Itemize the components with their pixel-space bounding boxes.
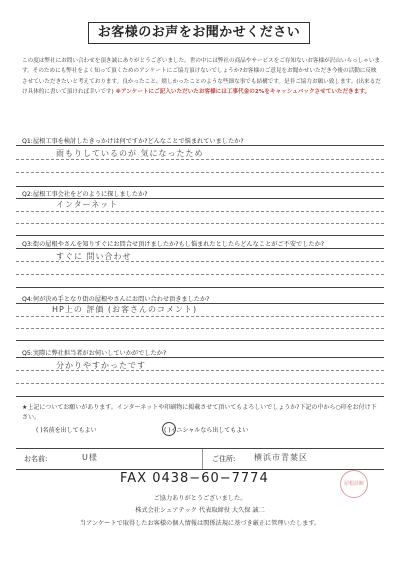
dotted-line [16, 211, 384, 212]
fax-number: FAX 0438−60−7774 [120, 471, 269, 486]
handwritten-answer-3: すぐに 問い合わせ [56, 252, 132, 261]
answer-area-2[interactable] [16, 198, 384, 236]
option-initials-label: ( )イニシャルなら出してもよい [164, 427, 249, 434]
address-value[interactable]: 横浜市青葉区 [254, 453, 308, 462]
handwritten-answer-5: 分かりやすかったです [56, 361, 146, 370]
cashback-note: ※アンケートにご記入いただいたお客様には工事代金の2%をキャッシュバックさせていただきます。 [115, 89, 371, 96]
answer-area-1[interactable] [16, 145, 384, 187]
option-full-name[interactable]: ( )名前を出してもよい [36, 427, 97, 434]
dotted-line [16, 223, 384, 224]
intro-text: この度は弊社にお問い合わせを頂き誠にありがとうございました。世の中には弊社の商品やサービスをご存知ないお客様が沢山いらっしゃいます。そのためにも弊社をよく知って頂くためのアンケートにご協力頂けないでしょうか?お客様のご意見をお聞かせいただき今後の活動に反映させていただきたいと考えております。良かったこと、嬉しかったことのような些細な事でも結構です。是非ご協力お願い致します。(出来るだけ具体的に書いて頂ければ幸いです) [22, 58, 381, 96]
handwritten-answer-2: インターネット [56, 200, 119, 209]
intro-paragraph [22, 56, 382, 98]
question-4-label: Q4:何が決め手となり街の屋根やさんにお問い合わせ頂きましたか? [22, 296, 210, 303]
company-stamp: 屋根診断 [340, 470, 368, 498]
question-5-label: Q5:実際に弊社担当者がお伺いしていかがでしたか? [22, 350, 167, 357]
option-initials-selected[interactable] [164, 425, 248, 434]
address-label: ご住所: [212, 455, 236, 463]
dotted-line [16, 328, 384, 329]
dotted-line [16, 274, 384, 275]
permission-options [36, 423, 336, 437]
dotted-line [16, 172, 384, 173]
answer-area-5[interactable] [16, 357, 384, 397]
dotted-line [16, 316, 384, 317]
answer-area-4[interactable] [16, 303, 384, 341]
thanks-text: ご協力ありがとうございました。 [153, 495, 247, 502]
question-1-label: Q1:屋根工事を検討したきっかけは何ですか?どんなことで悩まれていましたか? [22, 138, 244, 145]
handwritten-answer-4: HP上の 評価 (お客さんのコメント) [52, 305, 198, 314]
handwritten-answer-1: 雨もりしているのが 気になったため [56, 149, 204, 158]
name-value[interactable]: U様 [82, 453, 98, 462]
customer-info-row [16, 448, 384, 470]
question-2-label: Q2:屋根工事会社をどのように探しましたか? [22, 191, 148, 198]
name-label: お名前: [24, 455, 48, 463]
field-divider [202, 449, 203, 469]
answer-area-3[interactable] [16, 248, 384, 288]
publication-request: ★上記についてお願いがあります。インターネットや印刷物に掲載させて頂いてもよろしいでしょうか?下記の中から○印をお付け下さい。 [22, 404, 377, 421]
dotted-line [16, 159, 384, 160]
page-title: お客様のお声をお聞かせください [88, 22, 310, 44]
company-signature: 株式会社シェアテック 代表取締役 大久保 誠二 [135, 507, 265, 514]
privacy-notice: 当アンケートで取得したお客様の個人情報は関係法規に基づき厳正に管理いたします。 [79, 520, 321, 527]
dotted-line [16, 383, 384, 384]
question-3-label: Q3:街の屋根やさんを知りすぐにお問合せ頂けましたか?もし悩まれたとしたらどんなことがご不安でしたか? [22, 241, 325, 248]
circle-mark-icon [162, 422, 176, 436]
